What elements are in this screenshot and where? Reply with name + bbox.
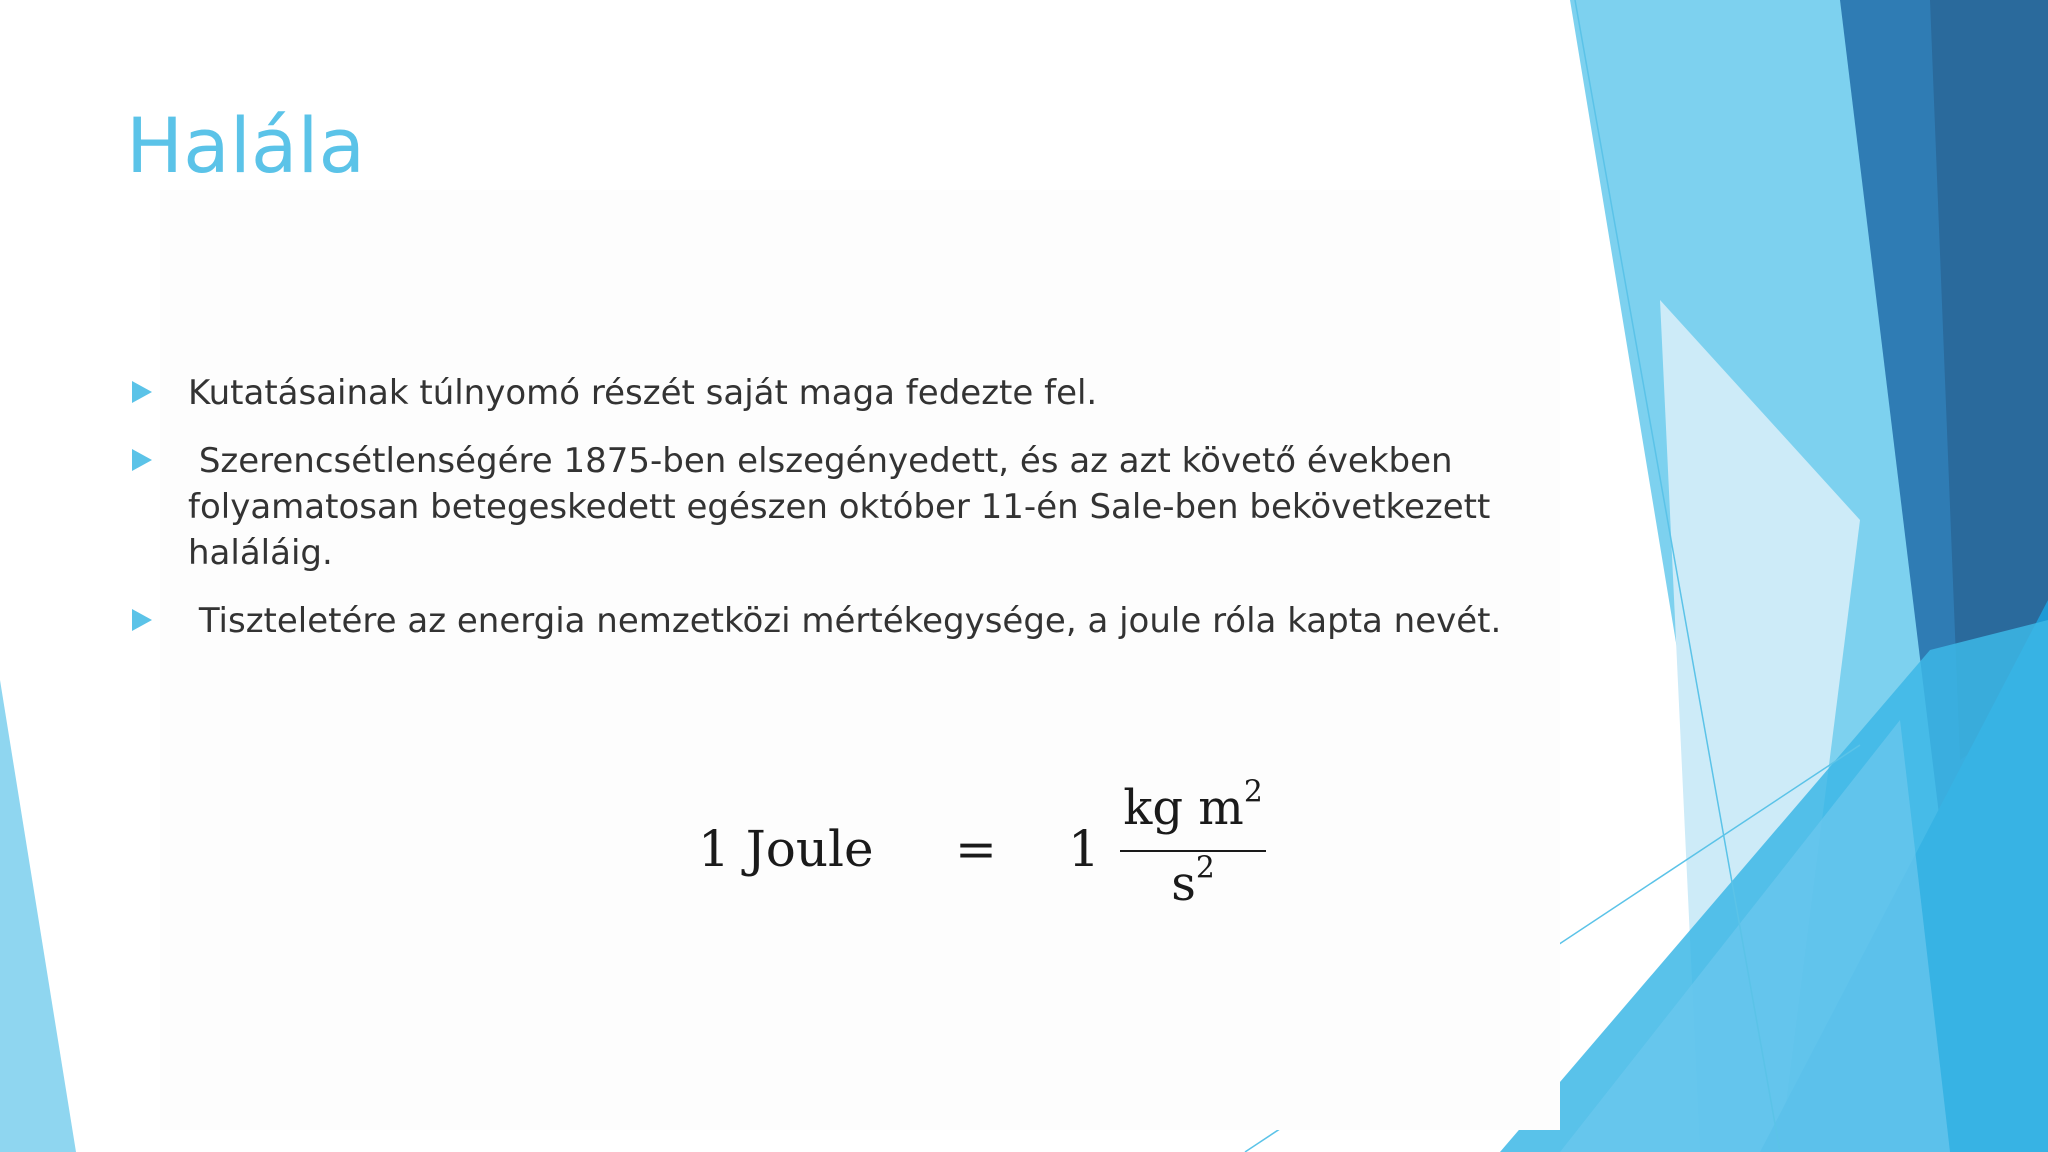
slide-title: Halála bbox=[126, 101, 366, 190]
fraction-bar bbox=[1120, 850, 1266, 852]
numerator-units: kg m bbox=[1123, 780, 1244, 836]
bg-shape-left-sliver bbox=[0, 680, 76, 1152]
bullet-list bbox=[130, 370, 1560, 666]
joule-formula bbox=[690, 770, 1290, 930]
bullet-item bbox=[130, 438, 1560, 576]
triangle-right-icon bbox=[132, 381, 152, 403]
bullet-item bbox=[130, 598, 1560, 644]
formula-fraction bbox=[1118, 770, 1268, 920]
numerator-exponent: 2 bbox=[1243, 774, 1263, 810]
formula-numerator bbox=[1118, 774, 1268, 836]
formula-denominator bbox=[1118, 850, 1268, 912]
bullet-text: Kutatásainak túlnyomó részét saját maga fedezte fel. bbox=[188, 373, 1098, 413]
formula-coefficient: 1 bbox=[1068, 820, 1100, 878]
triangle-right-icon bbox=[132, 609, 152, 631]
formula-lhs: 1 Joule bbox=[698, 820, 874, 878]
formula-equals: = bbox=[955, 820, 997, 878]
denominator-exponent: 2 bbox=[1195, 850, 1215, 886]
denominator-unit: s bbox=[1171, 856, 1196, 912]
triangle-right-icon bbox=[132, 449, 152, 471]
bullet-item bbox=[130, 370, 1560, 416]
bullet-text: Tiszteletére az energia nemzetközi mértékegysége, a joule róla kapta nevét. bbox=[188, 601, 1502, 641]
bullet-text: Szerencsétlenségére 1875-ben elszegényedett, és az azt követő években folyamatosan betegeskedett egészen október 11-én Sale-ben bekövetkezett haláláig. bbox=[188, 441, 1502, 573]
